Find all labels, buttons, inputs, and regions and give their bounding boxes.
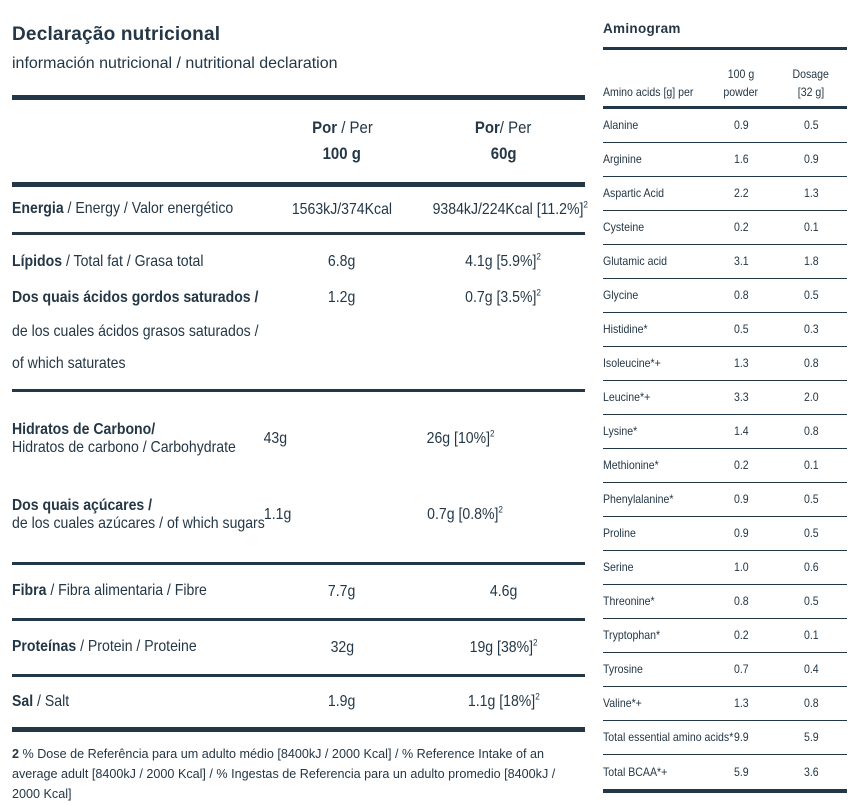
table-row-carbohydrate: Hidratos de Carbono/ Hidratos de carbono / Carbohydrate 43g 26g $[10\%]^2$ [12,401,585,477]
amino-acid-dosage: 0.5 [803,594,819,608]
table-row-energy: Energia / Energy / Valor energético 1563kJ/374Kcal 9384kJ/224Kcal $[11.2\%]^2$ [12,199,588,218]
table-row [603,721,847,755]
amino-acid-name: Tryptophan* [603,628,661,642]
amino-acid-per-100g: 9.9 [733,730,749,744]
column-header-per-60g: Por/ Per 60g [475,117,532,163]
protein-per-60g: 19g $[38\%]^2$ [469,637,538,656]
energy-per-60g: 9384kJ/224Kcal $[11.2\%]^2$ [432,199,588,218]
amino-acid-dosage: 0.6 [803,560,819,574]
table-row-salt: Sal / Salt 1.9g 1.1g $[18\%]^2$ [12,677,585,727]
amino-acid-dosage: 2.0 [803,390,819,404]
fibre-per-60g: 4.6g [489,582,518,600]
table-row-sugars: Dos quais açúcares / de los cuales azúcares / of which sugars 1.1g 0.7g $[0.8\%]^2$ [12,477,585,553]
amino-acid-name: Lysine* [603,424,638,438]
amino-acid-dosage: 0.5 [803,288,819,302]
amino-acid-dosage: 0.5 [803,526,819,540]
table-row [603,347,847,381]
aminogram-header-label: Amino acids [g] per [603,84,694,99]
amino-acid-per-100g: 1.0 [733,560,749,574]
amino-acid-dosage: 0.8 [803,424,819,438]
amino-acid-per-100g: 3.1 [733,254,749,268]
fat-per-100g: 6.8g [328,253,356,270]
amino-acid-per-100g: 1.4 [733,424,749,438]
nutritional-declaration-panel [12,0,588,804]
page-subtitle: información nutricional / nutritional declaration [12,55,338,72]
amino-acid-dosage: 0.5 [803,492,819,506]
column-header-per-100g: Por / Per 100 g [311,117,373,163]
amino-acid-per-100g: 3.3 [733,390,749,404]
amino-acid-dosage: 0.1 [803,458,819,472]
column-header-row [12,100,585,182]
aminogram-rows [603,109,847,789]
sugars-per-100g: 1.1g [263,506,292,523]
table-row [603,381,847,415]
amino-acid-per-100g: 0.2 [733,458,749,472]
amino-acid-dosage: 0.1 [803,220,819,234]
amino-acid-dosage: 0.4 [803,662,819,676]
amino-acid-name: Isoleucine*+ [603,356,661,370]
amino-acid-per-100g: 1.3 [733,696,749,710]
table-row [603,619,847,653]
table-row [603,585,847,619]
table-row [603,449,847,483]
section-carbohydrate [12,392,585,562]
fat-per-60g: 4.1g $[5.9\%]^2$ [465,251,542,270]
section-fat [12,235,585,389]
amino-acid-per-100g: 0.7 [733,662,749,676]
amino-acid-per-100g: 0.2 [733,220,749,234]
table-row-protein: Proteínas / Protein / Proteine 32g 19g $[38\%]^2$ [12,621,585,674]
amino-acid-per-100g: 0.2 [733,628,749,642]
amino-acid-name: Histidine* [603,322,648,336]
amino-acid-name: Leucine*+ [603,390,651,404]
amino-acid-name: Threonine* [603,594,655,608]
divider [603,789,847,793]
table-row [603,143,847,177]
carbohydrate-per-60g: 26g $[10\%]^2$ [426,428,495,447]
table-row [603,551,847,585]
amino-acid-name: Alanine [603,118,639,132]
energy-per-100g: 1563kJ/374Kcal [291,200,393,218]
amino-acid-per-100g: 0.5 [733,322,749,336]
amino-acid-name: Phenylalanine* [603,492,674,506]
divider [12,727,585,732]
amino-acid-per-100g: 1.6 [733,152,749,166]
amino-acid-dosage: 1.8 [803,254,819,268]
amino-acid-dosage: 0.8 [803,696,819,710]
aminogram-header-row [603,50,847,106]
amino-acid-name: Total BCAA*+ [603,764,668,779]
amino-acid-per-100g: 0.9 [733,492,749,506]
sugars-per-60g: 0.7g $[0.8\%]^2$ [427,504,503,523]
table-row [603,245,847,279]
aminogram-header-dosage: Dosage [32 g] [792,66,830,99]
amino-acid-per-100g: 0.8 [733,288,749,302]
saturates-label-es: de los cuales ácidos grasos saturados / [12,323,259,340]
amino-acid-name: Arginine [603,152,642,166]
amino-acid-name: Valine*+ [603,696,642,710]
amino-acid-dosage: 0.3 [803,322,819,336]
table-row [603,415,847,449]
amino-acid-per-100g: 0.8 [733,594,749,608]
amino-acid-dosage: 0.1 [803,628,819,642]
table-row-fibre: Fibra / Fibra alimentaria / Fibre 7.7g 4.6g [12,565,585,618]
amino-acid-name: Methionine* [603,458,659,472]
amino-acid-name: Glycine [603,288,639,302]
amino-acid-name: Proline [603,526,636,540]
saturates-per-60g: 0.7g $[3.5\%]^2$ [465,287,542,306]
salt-per-100g: 1.9g [328,693,356,710]
table-row-saturates: Dos quais ácidos gordos saturados / 1.2g 0.7g $[3.5\%]^2$ [12,280,585,316]
table-row [603,517,847,551]
amino-acid-name: Tyrosine [603,662,643,676]
salt-per-60g: 1.1g $[18\%]^2$ [467,691,540,710]
amino-acid-per-100g: 0.9 [733,118,749,132]
amino-acid-dosage: 0.9 [803,152,819,166]
table-row [603,313,847,347]
table-row [603,653,847,687]
table-row-fat: Lípidos / Total fat / Grasa total 6.8g 4.1g $[5.9\%]^2$ [12,244,585,280]
amino-acid-dosage: 0.5 [803,118,819,132]
saturates-per-100g: 1.2g [328,289,356,306]
table-row [603,755,847,789]
amino-acid-name: Cysteine [603,220,645,234]
amino-acid-name: Serine [603,560,634,574]
amino-acid-dosage: 0.8 [803,356,819,370]
aminogram-panel [603,0,847,793]
saturates-label-en: of which saturates [12,355,126,372]
amino-acid-per-100g: 2.2 [733,186,749,200]
table-row [603,177,847,211]
aminogram-header-100g: 100 g powder [723,66,759,99]
amino-acid-dosage: 5.9 [803,730,819,744]
table-row [603,483,847,517]
amino-acid-name: Aspartic Acid [603,186,665,200]
amino-acid-name: Glutamic acid [603,254,667,268]
carbohydrate-per-100g: 43g [263,430,288,447]
table-row [603,109,847,143]
amino-acid-dosage: 1.3 [803,186,819,200]
table-row [603,279,847,313]
amino-acid-per-100g: 5.9 [733,764,749,779]
aminogram-title: Aminogram [603,21,681,36]
amino-acid-dosage: 3.6 [803,764,819,779]
reference-intake-footnote: 2 % Dose de Referência para um adulto médio [8400kJ / 2000 Kcal] / % Reference Intake of an average adult [8400kJ / 2000 Kcal] / % Ingestas de Referencia para un adulto promedio [8400kJ / 2000 Kcal] [12,747,556,802]
table-row [603,687,847,721]
amino-acid-name: Total essential amino acids* [603,730,734,744]
fibre-per-100g: 7.7g [328,582,356,600]
amino-acid-per-100g: 0.9 [733,526,749,540]
amino-acid-per-100g: 1.3 [733,356,749,370]
protein-per-100g: 32g [330,638,354,656]
table-row [603,211,847,245]
page-title: Declaração nutricional [12,24,221,45]
